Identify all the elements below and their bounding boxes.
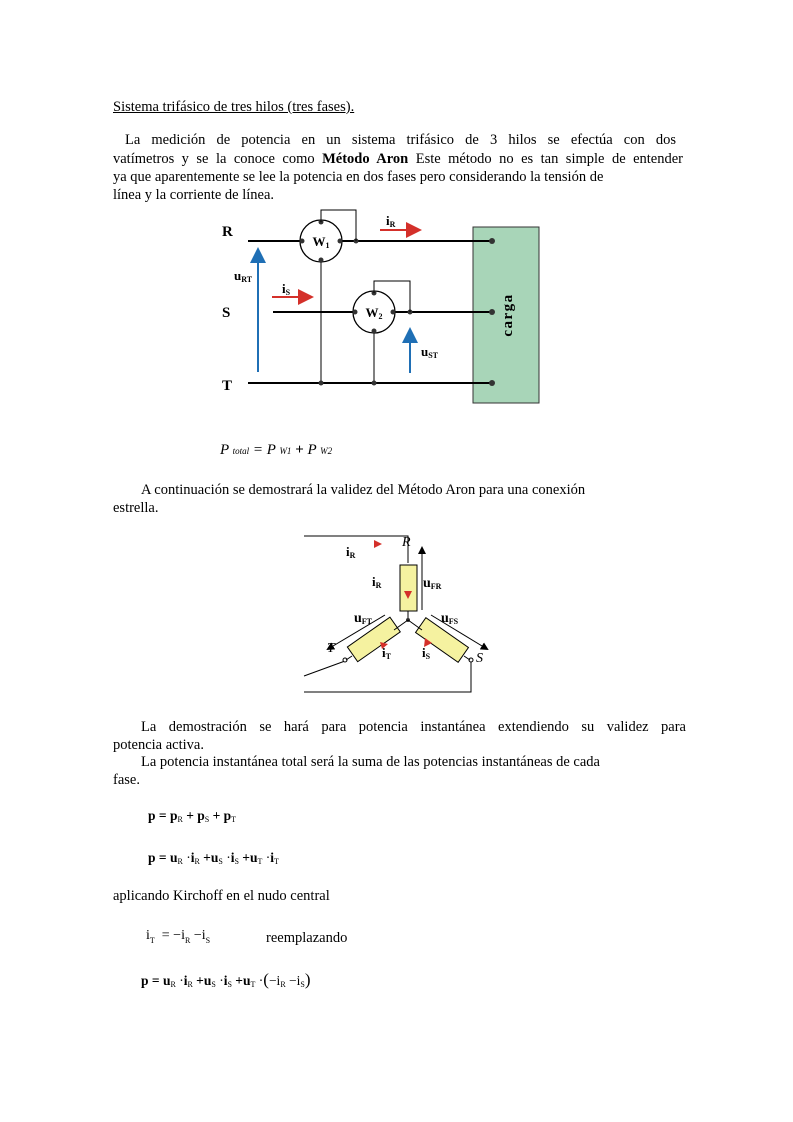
intro-line-2: vatímetros y se la conoce como Método Aron Este método no es tan simple de entender — [113, 151, 684, 167]
paragraph2-line-2: estrella. — [113, 500, 159, 516]
equation-3: $i_T = -i_R -i_S$ — [146, 928, 211, 945]
node-t-label: T — [327, 641, 335, 656]
current-s-label: iS — [422, 645, 431, 661]
kirchhoff-text: aplicando Kirchoff en el nudo central — [113, 888, 330, 904]
voltage-fr-label: uFR — [423, 576, 442, 591]
voltage-st-label: uST — [421, 344, 439, 360]
wattmeter-2-label: W2 — [365, 305, 383, 321]
section-title: Sistema trifásico de tres hilos (tres fases). — [113, 99, 355, 115]
current-r-top-label: iR — [346, 544, 356, 560]
replacing-text: reemplazando — [266, 930, 348, 946]
equation-2: $p = u_R \cdot i_R +u_S \cdot i_S +u_T \cdot i_T$ — [148, 850, 279, 866]
equation-4: $p = u_R \cdot i_R +u_S \cdot i_S +u_T \cdot(-i_R -i_S)$ — [141, 970, 311, 989]
paragraph3-line-3: La potencia instantánea total será la suma de las potencias instantáneas de cada — [141, 754, 600, 770]
current-s-label: iS — [282, 281, 291, 297]
paragraph2-line-1: A continuación se demostrará la validez del Método Aron para una conexión — [141, 482, 586, 498]
voltage-ft-label: uFT — [354, 611, 373, 626]
voltage-fs-label: uFS — [441, 611, 459, 626]
total-power-formula: P total = P W1 + P W2 — [220, 442, 333, 458]
node-s-label: S — [476, 651, 483, 666]
paragraph3-line-2: potencia activa. — [113, 737, 204, 753]
line-t-label: T — [222, 378, 233, 394]
node-r-label: R — [402, 535, 411, 550]
current-r-label: iR — [372, 574, 382, 590]
paragraph3-line-1: La demostración se hará para potencia instantánea extendiendo su validez para — [141, 719, 686, 735]
intro-line-3: ya que aparentemente se lee la potencia en dos fases pero considerando la tensión de — [113, 169, 604, 185]
wattmeter-1-label: W1 — [312, 234, 330, 250]
intro-line-1: La medición de potencia en un sistema trifásico de 3 hilos se efectúa con dos — [125, 132, 676, 148]
resistor-r — [400, 565, 417, 611]
equation-1: $p = p_R + p_S + p_T$ — [148, 808, 237, 824]
paragraph3-line-4: fase. — [113, 772, 140, 788]
method-name: Método Aron — [322, 151, 409, 167]
line-s-label: S — [222, 305, 231, 321]
current-t-label: iT — [382, 645, 391, 661]
voltage-rt-label: uRT — [234, 268, 253, 284]
intro-line-4: línea y la corriente de línea. — [113, 187, 275, 203]
current-r-label: iR — [386, 213, 396, 229]
load-label: carga — [500, 293, 516, 337]
line-r-label: R — [222, 224, 233, 240]
